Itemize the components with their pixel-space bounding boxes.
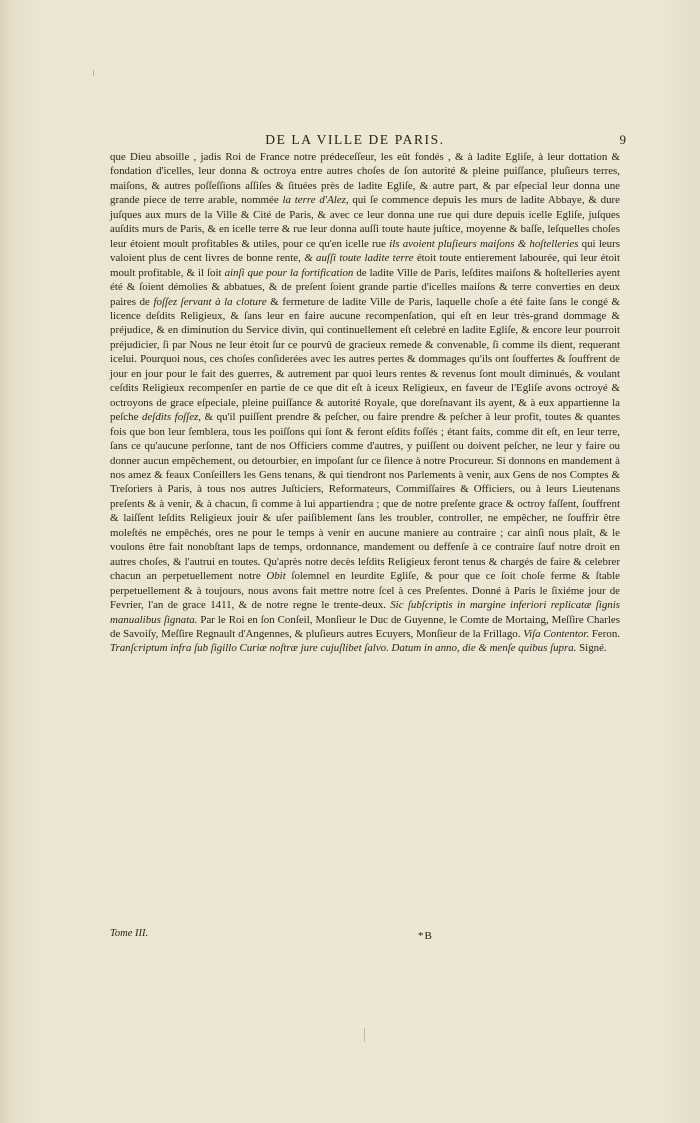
- text-run: Feron.: [589, 627, 620, 640]
- margin-mark: [93, 70, 94, 76]
- italic-run: la terre d'Alez: [282, 194, 346, 207]
- text-run: que Dieu absoille , jadis Roi de France notre prédeceſſeur, les eût fondés , & à ladite Egliſe, à leur dottation & fondation d'icelles, leur donna & octroya entre autres choſes de ſon autorité & pleine puiſſance, pluſieurs terres, maiſons, & autres poſſeſſions aſſiſes & ſituées près de ladite Egliſe, & autre part, & par eſpecial leur donna une grande piece de terre arable, nommée: [110, 151, 620, 207]
- italic-run: Viſa Contentor.: [523, 627, 590, 640]
- page-header: [90, 132, 626, 150]
- italic-run: ils avoient pluſieurs maiſons & hoſtelleries: [389, 237, 579, 250]
- italic-run: Obit: [266, 570, 286, 583]
- page-number: 9: [619, 132, 626, 147]
- text-run: , & qu'il puiſſent prendre & peſcher, ou faire prendre & peſcher à leur profit, toutes & quantes fois que bon leur ſemblera, tous les poiſſons qui ſont & feront eſdits foſſés ; étant faits, comme dit eſt, en leur terre, ſans ce qu'aucune perſonne, tant de nos Officiers comme d'autres, y puiſſent ou doivent peſcher, ne leur y faire ou donner aucun empêchement, ou detourbier, en impoſant ſur ce ſilence à notre Procureur. Si donnons en mandement à nos amez & feaux Conſeillers les Gens tenans, & qui tiendront nos Parlements à venir, aux Gens de nos Comptes & Treſoriers à Paris, à tous nos autres Juſticiers, Reformateurs, Commiſſaires & Officiers, ou à leurs Lieutenans preſents & à venir, & à chacun, ſi comme à lui appartiendra ; que de notre preſente grace & octroy faſſent, ſouffrent & laiſſent leſdits Religieux jouir & uſer paiſiblement ſans les troubler, controller, ne empêcher, ne ſouffrir être moleſtés ne empêchés, ores ne pour le temps à venir en aucune maniere au contraire ; car ainſi nous plaît, & le voulons être fait nonobſtant laps de temps, ordonnance, mandement ou deffenſe à ce contraire ſauf notre droit en autres choſes, & l'autrui en toutes. Qu'après notre decès leſdits Religieux feront tenus & chargés de faire & celebrer chacun an perpetuellement notre: [110, 411, 621, 583]
- page-footer: [110, 928, 433, 944]
- italic-run: foſſez ſervant à la cloture: [153, 295, 267, 308]
- body-paragraph: [110, 150, 620, 656]
- italic-run: & auſſi toute ladite terre: [304, 252, 414, 265]
- italic-run: Sic ſubſcriptis in margine inferiori replicatæ ſignis manualibus ſignata.: [110, 599, 620, 626]
- volume-label: Tome III.: [110, 928, 149, 939]
- gutter-mark: [364, 1028, 365, 1042]
- text-run: ſolemnel en leurdite Egliſe, & pour que ce ſoit choſe ferme & ſtable perpetuellement & à toujours, nous avons fait mettre notre ſcel à ces Preſentes. Donné à Paris le ſixiéme jour de Fevrier, l'an de grace 1411, & de notre regne le trente-deux.: [110, 570, 620, 612]
- text-run: , qui ſe commence depuis les murs de ladite Abbaye, & dure juſques aux murs de la Ville & Cité de Paris, & avec ce leur donna une rue qui dure depuis icelle Egliſe, juſques auſdits murs de Paris, & en icelle terre & rue leur donna auſſi toute haute juſtice, moyenne & baſſe, leſquelles choſes leur étoient moult profitables & utiles, pour ce qu'en icelle rue: [110, 194, 620, 250]
- signature-mark: *B: [418, 930, 433, 942]
- italic-run: Tranſcriptum infra ſub ſigillo Curiæ noſtræ jure cujuſlibet ſalvo. Datum in anno, die & menſe quibus ſupra.: [110, 642, 577, 655]
- italic-run: ainſi que pour la fortification: [224, 266, 354, 279]
- text-run: qui leurs valoient plus de cent livres de bonne rente,: [110, 237, 620, 265]
- italic-run: deſdits foſſez: [142, 411, 199, 424]
- text-run: & fermeture de ladite Ville de Paris, laquelle choſe a été faite ſans le congé & licence deſdits Religieux, & ſans leur en faire aucune recompenſation, qui eſt en leur très-grand dommage & préjudice, & en diminution du Service divin, qui continuellement eſt celebré en ladite Egliſe, & encore leur pourroit préjudicier, ſi par Nous ne leur étoit ſur ce pourvû de gracieux remede & convenable, ſi comme ils dient, requerant icelui. Pourquoi nous, ces choſes conſiderées avec les autres pertes & dommages qu'ils ont ſouffertes & ſouffrent de jour en jour pour le fait des guerres, & autrement par quoi leurs rentes & revenus ſont moult diminués, & voulant ceſdits Religieux recompenſer en partie de ce que dit eſt à iceux Religieux, en faveur de l'Egliſe avons octroyé & octroyons de grace eſpeciale, pleine puiſſance & autorité Royale, que doreſnavant ils ayent, & à eux appartienne la peſche: [110, 295, 620, 424]
- text-run: Par le Roi en ſon Conſeil, Monſieur le Duc de Guyenne, le Comte de Mortaing, Meſſire Charles de Savoiſy, Meſſire Regnault d'Angennes, & pluſieurs autres Ecuyers, Monſieur de la Frillago.: [110, 613, 620, 640]
- running-head: DE LA VILLE DE PARIS.: [265, 132, 445, 147]
- text-run: étoit toute entierement labourée, qui leur étoit moult profitable, & il ſoit: [110, 252, 620, 279]
- body-text: [110, 150, 620, 656]
- text-run: Signé.: [576, 642, 607, 655]
- text-run: de ladite Ville de Paris, leſdites maiſons & hoſtelleries ayent été & ſoient démolies & abbatues, & de preſent ſoient grande partie d'icelles maiſons & terre converties en deux paires de: [110, 266, 620, 308]
